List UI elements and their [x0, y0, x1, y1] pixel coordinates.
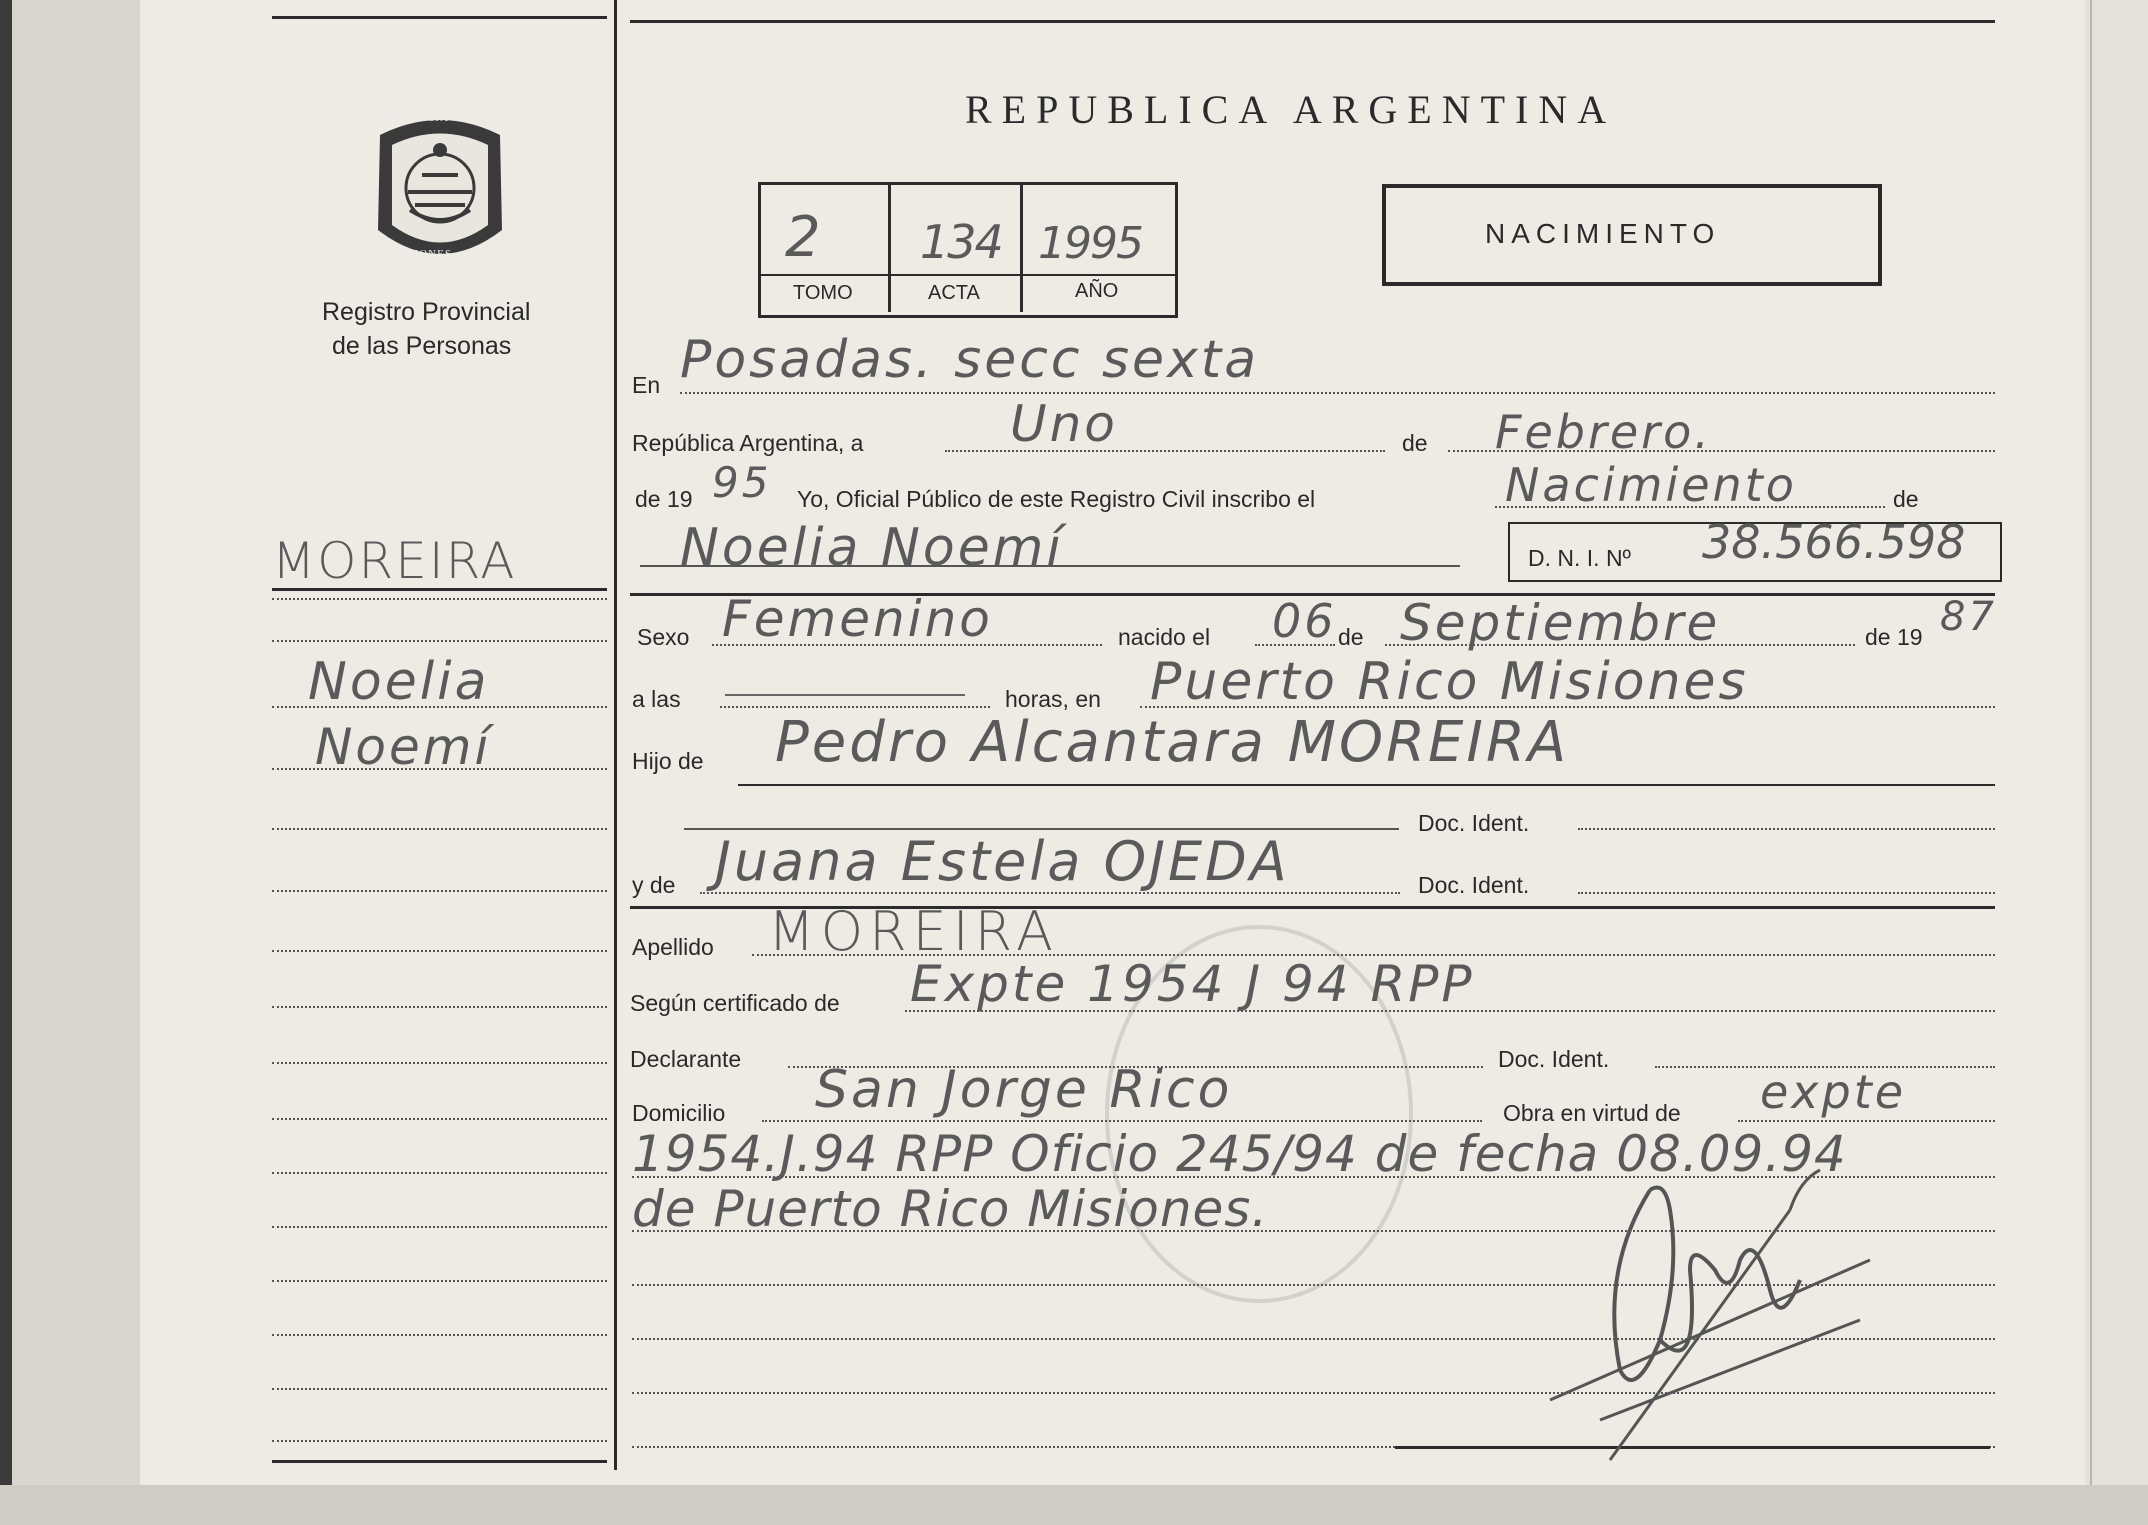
page-bottom-edge — [0, 1485, 2148, 1525]
acta-label: ACTA — [928, 282, 980, 304]
label-sexo: Sexo — [637, 624, 690, 650]
label-de-end: de — [1893, 486, 1919, 512]
value-name: Noelia Noemí — [680, 518, 1064, 578]
margin-given-2: Noemí — [315, 718, 492, 776]
page-edge — [2085, 0, 2148, 1525]
label-apellido: Apellido — [632, 934, 714, 960]
value-dni: 38.566.598 — [1702, 515, 1966, 569]
margin-dots — [272, 828, 607, 830]
value-birth-place: Puerto Rico Misiones — [1150, 652, 1749, 712]
page-edge-line — [2090, 0, 2092, 1525]
value-certificate: Expte 1954 J 94 RPP — [910, 955, 1475, 1013]
margin-surname: MOREIRA — [272, 532, 517, 590]
value-surname: MOREIRA — [768, 900, 1059, 963]
value-birth-month: Septiembre — [1400, 594, 1721, 652]
label-de19-birth: de 19 — [1865, 624, 1923, 650]
label-hijo: Hijo de — [632, 748, 704, 774]
label-de-day: de — [1338, 624, 1364, 650]
record-rule — [758, 274, 1175, 276]
margin-dots — [272, 1388, 607, 1390]
anio-value: 1995 — [1038, 218, 1142, 269]
column-divider — [614, 0, 617, 1470]
label-segun: Según certificado de — [630, 990, 840, 1016]
label-de: de — [1402, 430, 1428, 456]
tomo-label: TOMO — [793, 282, 853, 304]
value-father: Pedro Alcantara MOREIRA — [775, 710, 1570, 775]
label-de19: de 19 — [635, 486, 693, 512]
margin-rule-bottom — [272, 1460, 607, 1463]
margin-dots — [272, 950, 607, 952]
value-mother: Juana Estela OJEDA — [715, 830, 1290, 893]
margin-dots — [272, 1334, 607, 1336]
margin-dots — [272, 1440, 607, 1442]
hour-blank-stroke — [725, 694, 965, 696]
label-yo: Yo, Oficial Público de este Registro Civil inscribo el — [797, 486, 1316, 512]
margin-dots — [272, 1172, 607, 1174]
line-name — [640, 565, 1460, 567]
label-declarante: Declarante — [630, 1046, 742, 1072]
margin-dots — [272, 890, 607, 892]
margin-dots — [272, 640, 607, 642]
signature-icon — [1540, 1150, 1920, 1480]
margin-dots — [272, 768, 607, 770]
line-domicilio — [762, 1120, 1482, 1122]
seal-text-top: PROVINCIA — [380, 112, 449, 124]
label-a-las: a las — [632, 686, 681, 712]
label-dni: D. N. I. Nº — [1528, 545, 1631, 571]
value-authority: expte — [1760, 1065, 1907, 1119]
margin-given-1: Noelia — [308, 652, 490, 712]
acta-value: 134 — [920, 215, 1002, 269]
note-line-2: de Puerto Rico Misiones. — [632, 1180, 1269, 1238]
margin-dots — [272, 1006, 607, 1008]
registry-name-line2: de las Personas — [332, 332, 512, 360]
margin-dots — [272, 1280, 607, 1282]
margin-dots — [272, 1226, 607, 1228]
value-place: Posadas. secc sexta — [680, 330, 1260, 390]
value-birth-day: 06 — [1272, 594, 1337, 648]
label-domicilio: Domicilio — [632, 1100, 726, 1126]
label-en: En — [632, 372, 661, 398]
page-shadow — [0, 0, 12, 1525]
main-top-rule — [630, 20, 1995, 23]
margin-dots — [272, 1062, 607, 1064]
country-title: REPUBLICA ARGENTINA — [965, 87, 1617, 132]
line-hour — [720, 706, 990, 708]
tomo-value: 2 — [785, 205, 824, 270]
value-sex: Femenino — [722, 590, 993, 648]
line-doc-2 — [1578, 892, 1995, 894]
value-domicile: San Jorge Rico — [815, 1060, 1233, 1120]
line-father — [738, 784, 1995, 786]
value-event: Nacimiento — [1505, 458, 1797, 512]
margin-dots — [272, 598, 607, 600]
seal-text-bottom: MISIONES — [392, 248, 452, 260]
value-month: Febrero. — [1495, 405, 1712, 459]
label-doc-3: Doc. Ident. — [1498, 1046, 1610, 1072]
margin-rule-top — [272, 588, 607, 591]
value-year-suffix: 95 — [712, 458, 772, 507]
left-top-rule — [272, 16, 607, 19]
value-birth-year-suffix: 87 — [1940, 594, 1997, 640]
label-doc-2: Doc. Ident. — [1418, 872, 1530, 898]
label-republica: República Argentina, a — [632, 430, 864, 456]
line-en — [680, 392, 1995, 394]
label-nacido: nacido el — [1118, 624, 1211, 650]
registry-name-line1: Registro Provincial — [322, 298, 531, 326]
margin-dots — [272, 1118, 607, 1120]
anio-label: AÑO — [1075, 280, 1119, 302]
note-line-1: 1954.J.94 RPP Oficio 245/94 de fecha 08.09.94 — [632, 1125, 1847, 1183]
label-obra: Obra en virtud de — [1503, 1100, 1681, 1126]
line-doc-1 — [1578, 828, 1995, 830]
value-day-word: Uno — [1010, 395, 1118, 453]
act-type-label: NACIMIENTO — [1485, 218, 1721, 249]
label-horas: horas, en — [1005, 686, 1101, 712]
line-obra — [1738, 1120, 1995, 1122]
record-divider-2 — [1020, 182, 1023, 312]
label-y-de: y de — [632, 872, 676, 898]
margin-dots — [272, 706, 607, 708]
label-doc-1: Doc. Ident. — [1418, 810, 1530, 836]
record-divider-1 — [888, 182, 891, 312]
